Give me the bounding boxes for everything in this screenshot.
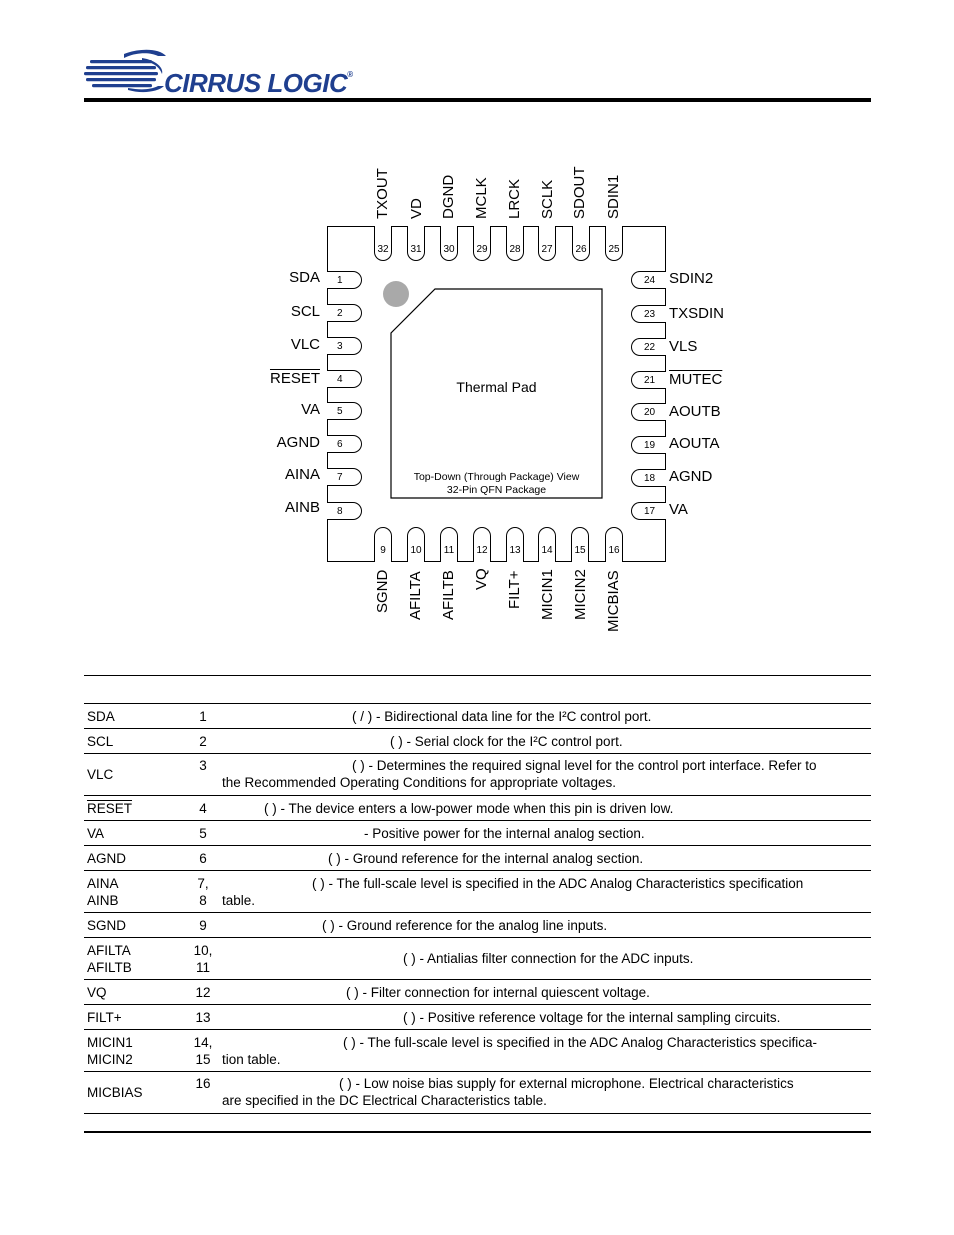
pin-number: 4 [199,801,207,816]
table-row [84,980,871,1005]
pin-name: AFILTA [87,943,131,958]
pin-11: 11 [440,527,458,562]
pin-label-sdout: SDOUT [571,166,588,219]
pin-label-vq: VQ [473,568,490,590]
pin-6: 6 [327,435,362,453]
table-row [84,846,871,871]
pin-2: 2 [327,304,362,322]
pin-label-filt-plus: FILT+ [506,570,523,609]
pin-description: ( ) - The full-scale level is specified in the ADC Analog Characteristics specification [312,876,804,891]
pin-description: ( ) - Ground reference for the internal analog section. [328,851,644,866]
pin-number: 1 [199,709,207,724]
pin-3: 3 [327,337,362,355]
pin-17: 17 [631,502,666,520]
pin-label-agnd: AGND [276,434,320,451]
pin-15: 15 [571,527,589,562]
pin-label-aina: AINA [284,466,320,483]
pin-label-sdin2: SDIN2 [669,270,714,287]
pin-name-2: MICIN2 [87,1052,133,1067]
table-row [84,913,871,938]
pin-27: 27 [538,226,556,261]
package-note: 32-Pin QFN Package [446,484,547,496]
pin-name: SGND [87,918,127,933]
table-row [84,938,871,980]
pin-label-micbias: MICBIAS [605,570,622,632]
pin-number-2: 11 [195,960,210,975]
footer-rule [84,1131,871,1133]
pin-number: 14, [193,1035,213,1050]
pin-name: AINA [87,876,119,891]
pin-number: 10, [193,943,213,958]
pin-name-2: AFILTB [87,960,132,975]
pin-23: 23 [631,305,666,323]
pin-description: ( ) - Determines the required signal level for the control port interface. Refer to [352,758,817,773]
pin-18: 18 [631,469,666,487]
pin-label-sda: SDA [289,269,320,286]
pin-label-sgnd: SGND [374,569,391,613]
pin-number: 16 [195,1076,211,1091]
pin-description: ( ) - Antialias filter connection for the ADC inputs. [403,951,694,966]
pin-label-reset: RESET [269,370,320,387]
pin-label-ainb: AINB [284,499,320,516]
pin-25: 25 [605,226,623,261]
pin-name: RESET [87,801,133,816]
pin-label-txsdin: TXSDIN [669,305,725,322]
table-row [84,821,871,846]
pin-number: 2 [199,734,207,749]
pin-19: 19 [631,436,666,454]
pin-number: 6 [199,851,207,866]
pin-label-va: VA [301,401,320,418]
pin-label-sclk: SCLK [539,179,556,219]
table-row [84,704,871,729]
pin-number-2: 15 [195,1052,211,1067]
pin-14: 14 [538,527,556,562]
thermal-pad-label: Thermal Pad [456,379,537,395]
pin-description: - Positive power for the internal analog section. [364,826,645,841]
pin-number: 13 [195,1010,211,1025]
pin-number: 3 [199,758,207,773]
pin-28: 28 [506,226,524,261]
pin-13: 13 [506,527,524,562]
pin-30: 30 [440,226,458,261]
pin-4: 4 [327,370,362,388]
pin-number: 7, [197,876,209,891]
table-top-rule [84,675,871,676]
pin-label-dgnd: DGND [440,174,457,219]
table-row [84,796,871,821]
pin-32: 32 [374,226,392,261]
pin-label-vlc: VLC [290,336,320,353]
pin-label-micin2: MICIN2 [572,569,589,620]
table-row [84,871,871,913]
pin-description: ( ) - Ground reference for the analog line inputs. [322,918,608,933]
pin-number: 9 [199,918,207,933]
pin-name: VLC [87,767,114,782]
pin-description: ( ) - Positive reference voltage for the internal sampling circuits. [403,1010,781,1025]
pin-9: 9 [374,527,392,562]
pin-29: 29 [473,226,491,261]
pin-5: 5 [327,402,362,420]
pin-name: VQ [87,985,107,1000]
pin-description-cont: table. [222,893,256,908]
pin-12: 12 [473,527,491,562]
pin-10: 10 [407,527,425,562]
pin1-indicator-icon [383,281,409,307]
pin-description: ( / ) - Bidirectional data line for the I²C control port. [352,709,652,724]
pin-21: 21 [631,371,666,389]
pin-name: FILT+ [87,1010,122,1025]
pin-8: 8 [327,502,362,520]
pin-31: 31 [407,226,425,261]
pin-name: SCL [87,734,114,749]
pin-label-vls: VLS [669,338,698,355]
pin-label-txout: TXOUT [374,168,391,219]
pin-label-va-right: VA [669,501,688,518]
pin-label-mclk: MCLK [473,177,490,219]
pin-20: 20 [631,403,666,421]
pin-name-2: AINB [87,893,119,908]
pin-name: MICBIAS [87,1085,143,1100]
pin-7: 7 [327,468,362,486]
pin-label-aouta: AOUTA [669,435,720,452]
pin-description: ( ) - The device enters a low-power mode when this pin is driven low. [264,801,674,816]
pin-description: ( ) - Serial clock for the I²C control port. [390,734,623,749]
pin-22: 22 [631,338,666,356]
table-row [84,1005,871,1030]
pin-1: 1 [327,271,362,289]
table-row [84,1072,871,1114]
cirrus-logic-logo-text: CIRRUS LOGIC® [164,68,353,98]
pin-description-cont: tion table. [222,1052,281,1067]
pin-description: ( ) - The full-scale level is specified in the ADC Analog Characteristics specifica- [343,1035,817,1050]
pin-name: VA [87,826,105,841]
pin-name: MICIN1 [87,1035,133,1050]
pin-label-mutec: MUTEC [669,371,723,388]
pin-label-afiltb: AFILTB [440,570,457,620]
pin-description: ( ) - Low noise bias supply for external microphone. Electrical characteristics [339,1076,794,1091]
pin-label-micin1: MICIN1 [539,569,556,620]
pin-label-afilta: AFILTA [407,571,424,620]
pin-26: 26 [572,226,590,261]
pin-description-cont: the Recommended Operating Conditions for appropriate voltages. [222,775,616,790]
pin-label-vd: VD [408,198,425,219]
table-row [84,729,871,754]
pin-name: SDA [87,709,115,724]
pin-description-table [84,703,871,1114]
pin-label-agnd-right: AGND [669,468,713,485]
pin-number-2: 8 [199,893,207,908]
pin-16: 16 [605,527,623,562]
table-row [84,754,871,796]
pin-label-sdin1: SDIN1 [605,174,622,219]
pin-label-lrck: LRCK [506,178,523,219]
header-rule [84,98,871,102]
pin-name: AGND [87,851,127,866]
table-row [84,1030,871,1072]
view-note: Top-Down (Through Package) View [413,471,580,483]
pin-description-cont: are specified in the DC Electrical Characteristics table. [222,1093,547,1108]
pin-description: ( ) - Filter connection for internal quiescent voltage. [346,985,650,1000]
pin-label-aoutb: AOUTB [669,403,721,420]
pin-number: 5 [199,826,207,841]
pin-label-scl: SCL [290,303,320,320]
pin-number: 12 [195,985,211,1000]
pin-24: 24 [631,271,666,289]
